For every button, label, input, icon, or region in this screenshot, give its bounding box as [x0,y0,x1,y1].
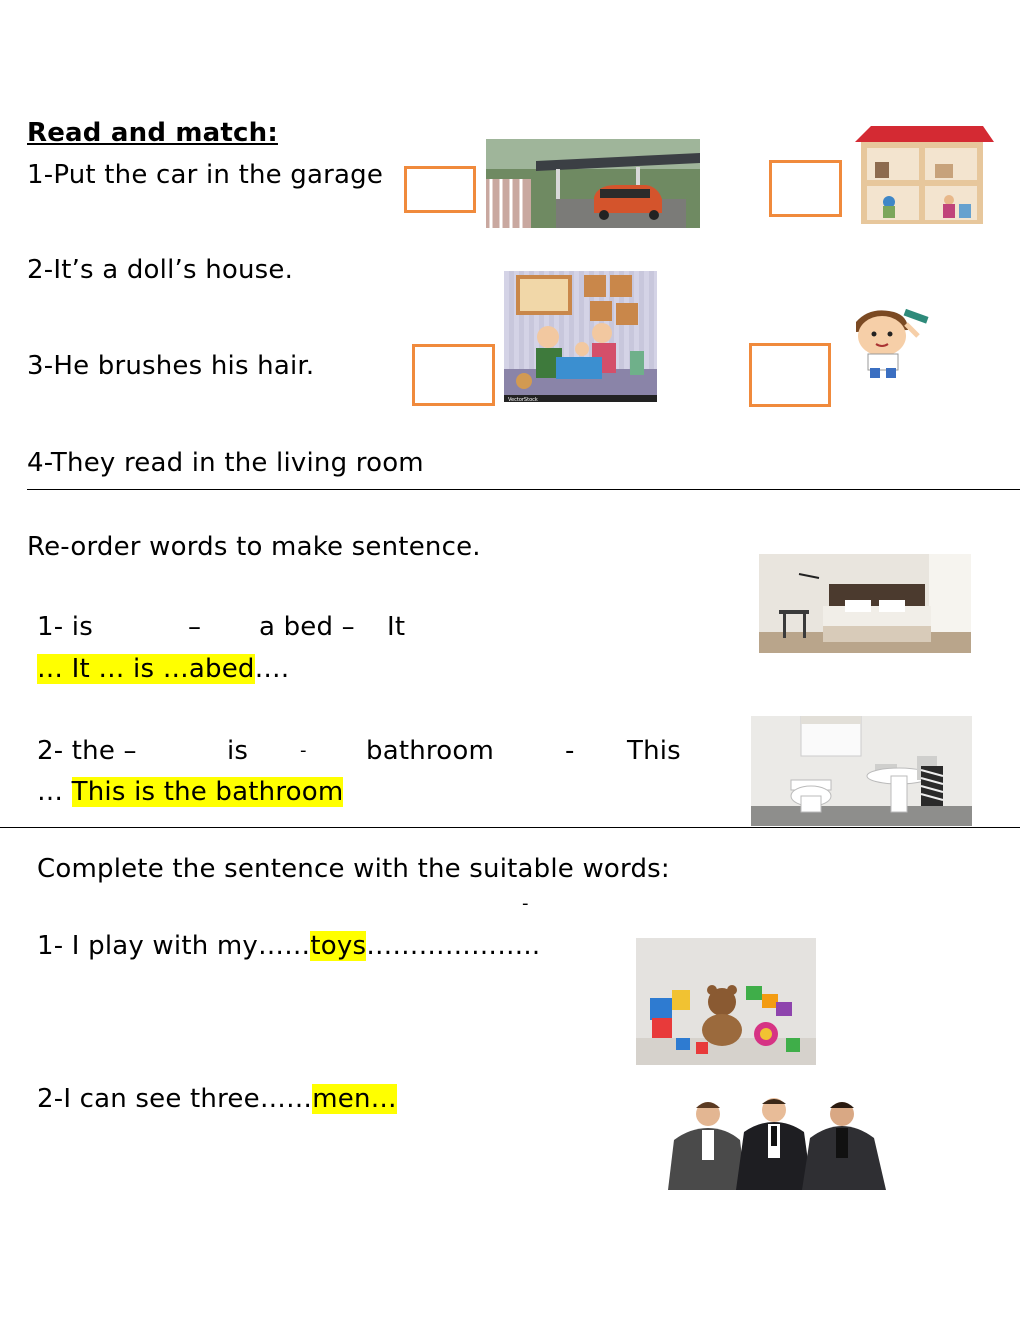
reorder-q2-word-6: This [627,736,681,766]
complete-q1-suffix: ……………….. [366,931,541,961]
bathroom-image [751,716,972,826]
garage-image [486,139,700,228]
reorder-q2-answer-highlight: This is the bathroom [71,777,344,807]
match-item-3: 3-He brushes his hair. [27,351,315,381]
watermark-text: VectorStock [508,397,538,402]
reorder-q2-word-3: - [300,740,307,761]
answer-box-4[interactable] [749,343,831,407]
dollhouse-image [851,124,996,226]
reorder-q1-answer-dots: …. [254,654,290,684]
section1-title: Read and match: [27,118,278,148]
boy-brushing-hair-image [834,306,936,381]
reorder-q2-answer [37,776,343,808]
section2-title: Re-order words to make sentence. [27,532,481,562]
bedroom-image [759,554,971,653]
complete-q2 [37,1083,397,1115]
three-men-image [660,1096,892,1190]
stray-dash: - [522,893,529,914]
divider-2 [0,827,1020,828]
reorder-q2-word-5: - [565,736,575,766]
reorder-q2-word-2: is [227,736,249,766]
complete-q1-answer: toys [310,931,367,961]
divider-1 [27,489,1020,490]
reorder-q2-answer-dots: … [37,777,72,807]
toys-image [636,938,816,1065]
match-item-2: 2-It’s a doll’s house. [27,255,294,285]
section3-title: Complete the sentence with the suitable words: [37,854,670,884]
answer-box-2[interactable] [769,160,842,217]
reorder-q2-word-1: 2- the – [37,736,137,766]
reorder-q1-word-2: – [188,612,202,642]
answer-box-3[interactable] [412,344,495,406]
reorder-q1-word-1: 1- is [37,612,93,642]
match-item-1: 1-Put the car in the garage [27,160,384,190]
reorder-q1-answer [37,653,289,685]
match-item-4: 4-They read in the living room [27,448,424,478]
reorder-q1-answer-highlight: … It … is …abed [37,654,255,684]
reorder-q2-word-4: bathroom [366,736,494,766]
reorder-q1-word-4: It [387,612,406,642]
complete-q1-prefix: 1- I play with my…… [37,931,311,961]
answer-box-1[interactable] [404,166,476,213]
reorder-q1-word-3: a bed – [259,612,355,642]
complete-q2-prefix: 2-I can see three…… [37,1084,313,1114]
complete-q2-answer: men… [312,1084,397,1114]
family-reading-image [504,271,657,402]
complete-q1 [37,930,540,962]
